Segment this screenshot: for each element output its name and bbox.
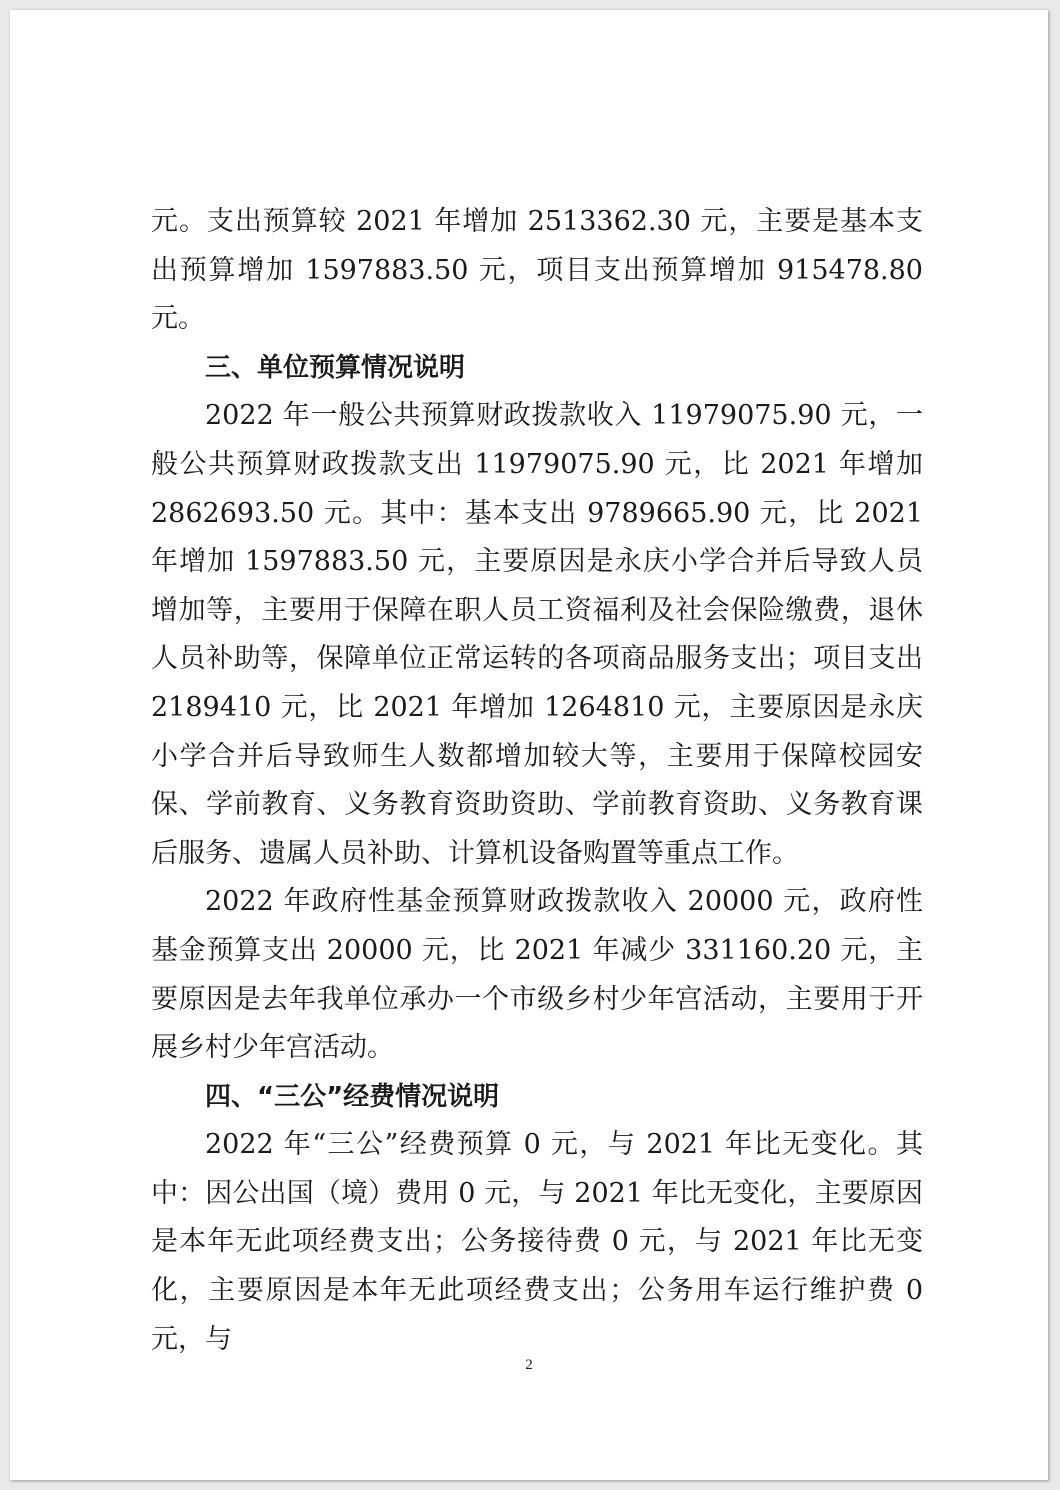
page-body — [151, 198, 923, 1364]
paragraph-general-public-budget: 2022 年一般公共预算财政拨款收入 11979075.90 元，一般公共预算财政拨款支出 11979075.90 元，比 2021 年增加 2862693.50 元。其中：基本支出 9789665.90 元，比 2021 年增加 1597883.50 元，主要原因是永庆小学合并后导致人员增加等，主要用于保障在职人员工资福利及社会保险缴费，退休人员补助等，保障单位正常运转的各项商品服务支出；项目支出 2189410 元，比 2021 年增加 1264810 元，主要原因是永庆小学合并后导致师生人数都增加较大等，主要用于保障校园安保、学前教育、义务教育资助资助、学前教育资助、义务教育课后服务、遗属人员补助、计算机设备购置等重点工作。 — [151, 400, 923, 869]
section-heading-unit-budget: 三、单位预算情况说明 — [205, 352, 466, 383]
paragraph-government-fund-budget: 2022 年政府性基金预算财政拨款收入 20000 元，政府性基金预算支出 20000 元，比 2021 年减少 331160.20 元，主要原因是去年我单位承办一个市级乡村少年宫活动，主要用于开展乡村少年宫活动。 — [151, 886, 923, 1064]
document-page — [10, 10, 1048, 1480]
paragraph-three-public-expenses: 2022 年“三公”经费预算 0 元，与 2021 年比无变化。其中：因公出国（境）费用 0 元，与 2021 年比无变化，主要原因是本年无此项经费支出；公务接待费 0 元，与 2021 年比无变化，主要原因是本年无此项经费支出；公务用车运行维护费 0 元，与 — [151, 1129, 923, 1355]
paragraph-continued-budget-comparison: 元。支出预算较 2021 年增加 2513362.30 元，主要是基本支出预算增加 1597883.50 元，项目支出预算增加 915478.80 元。 — [151, 206, 923, 335]
section-heading-three-public-expenses: 四、“三公”经费情况说明 — [205, 1081, 500, 1112]
page-number: 2 — [525, 1357, 533, 1373]
